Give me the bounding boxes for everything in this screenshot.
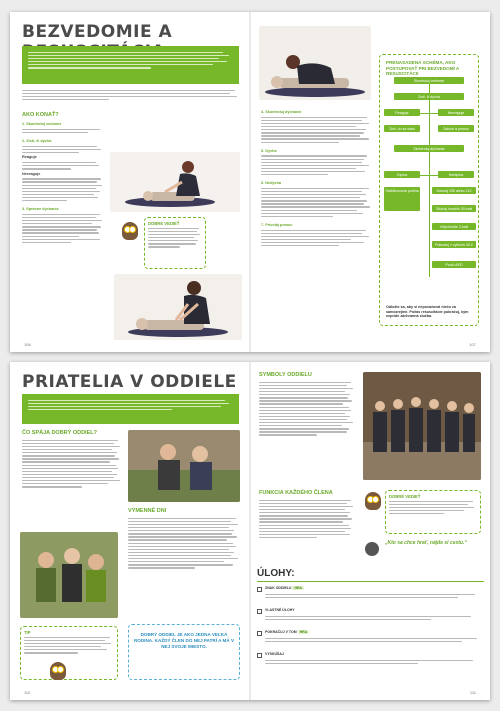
book-spread-resuscitation (10, 12, 490, 352)
task-item (257, 586, 484, 604)
task-checkbox[interactable] (257, 631, 262, 636)
owl-mascot-icon (122, 222, 138, 240)
task-item (257, 608, 484, 626)
flow-step: Použi AED (432, 261, 476, 268)
photo-breathing-check (259, 26, 371, 100)
flow-step: Nedýcha (438, 171, 474, 178)
flow-connector (429, 77, 430, 277)
sublabel-nereaguje: Nereaguje (22, 171, 41, 176)
steps-column-right (261, 110, 373, 248)
flow-step: Zavolaj 155 alebo 112 (432, 187, 476, 194)
photo-chest-compressions (114, 274, 242, 340)
page-title: PRIATELIA V ODDIELE (22, 372, 237, 392)
quote-text: „Kto sa chce hrať, nájde si cestu.“ (385, 540, 467, 546)
flow-step: Zisti, čo sa stalo (384, 125, 420, 132)
flow-step: Reaguje (384, 109, 420, 116)
tasks-heading: ÚLOHY: (257, 568, 295, 579)
task-tag: HRA (299, 630, 308, 634)
intro-box (22, 46, 239, 84)
tip-box (144, 217, 206, 269)
intro-box (22, 394, 239, 424)
step-heading: 7. Privolaj pomoc (261, 222, 293, 227)
owl-mascot-icon (50, 662, 66, 680)
flowchart-box (379, 54, 479, 326)
step-heading: 6. Nedýcha (261, 181, 282, 186)
flowchart-note: Odložte sa, aby si nepovažoval niečo za samozrejmé. Počas resuscitácie pokračuj, kým nepríde záchranná služba. (386, 305, 469, 319)
tip-box (385, 490, 481, 534)
tasks-divider (257, 581, 484, 582)
page-number: 107 (469, 342, 476, 347)
section-heading: AKO KONAŤ? (22, 112, 59, 118)
task-checkbox[interactable] (257, 653, 262, 658)
flow-step: Stabilizovaná poloha (384, 187, 420, 211)
task-label: VLASTNÉ ÚLOHY (265, 608, 295, 612)
photo-check-consciousness (110, 152, 240, 212)
author-avatar (365, 542, 379, 556)
tip-title: DOBRE VEDIEŤ (148, 221, 180, 226)
text-column (128, 516, 240, 570)
book-spread-friends (10, 362, 490, 700)
step-heading: 5. Dýcha (261, 148, 277, 153)
flowchart-title: PRENASADENÁ SCHÉMA, AKO POSTUPOVAŤ PRI BEZVEDOMÍ A RESUSCITÁCII (386, 60, 460, 77)
flow-step: Vdýchnutie 2-krát (432, 223, 476, 230)
page-title: BEZVEDOMIE A (22, 22, 173, 42)
task-checkbox[interactable] (257, 609, 262, 614)
task-tag: HRA (294, 586, 303, 590)
sublabel-reaguje: Reaguje (22, 155, 37, 160)
section-heading: ČO SPÁJA DOBRÝ ODDIEL? (22, 430, 97, 436)
text-column (259, 380, 355, 437)
flow-step: Stláčaj hrudník 30-krát (432, 205, 476, 212)
flow-step: Pokračuj v cykloch 30:2 (432, 241, 476, 248)
step-heading: 3. Správne dýchanie (22, 207, 59, 212)
flow-step: Dýcha (384, 171, 420, 178)
tip-box (20, 626, 118, 680)
quote-text: DOBRÝ ODDIEL JE AKO JEDNA VEĽKÁ RODINA. KAŽDÝ ČLEN DO NEJ PATRÍ A MÁ V NEJ SVOJE MIESTO. (133, 632, 235, 649)
task-label: ZNAK ODDIELU (265, 586, 292, 590)
section-heading: FUNKCIA KAŽDÉHO ČLENA (259, 490, 333, 496)
page-number: 110 (24, 690, 31, 695)
page-number: 106 (24, 342, 31, 347)
page-106 (10, 12, 249, 352)
tip-title: DOBRÉ VEDIEŤ (389, 494, 421, 499)
text-column (259, 498, 355, 540)
page-111 (251, 362, 490, 700)
section-heading: VÝMENNÉ DNI (128, 508, 167, 514)
flow-step: Skontroluj dýchanie (394, 145, 464, 152)
owl-mascot-icon (365, 492, 381, 510)
flow-step: Zisti, či dýcha (394, 93, 464, 100)
section-heading: SYMBOLY ODDIELU (259, 372, 312, 378)
page-number: 111 (469, 690, 476, 695)
tip-title: TIP (24, 630, 31, 635)
intro-paragraph (22, 88, 239, 102)
task-label: VYSKÚŠAJ (265, 652, 284, 656)
page-110 (10, 362, 249, 700)
task-checkbox[interactable] (257, 587, 262, 592)
step-heading: 2. Zisti, či dýcha (22, 138, 52, 143)
photo-scout-troop (363, 372, 481, 480)
step-heading: 1. Skontroluj vedomie (22, 122, 62, 126)
quote-box (128, 624, 240, 680)
task-item (257, 630, 484, 648)
steps-column (22, 122, 104, 245)
photo-group-kids (20, 532, 118, 618)
task-item (257, 652, 484, 670)
page-107 (251, 12, 490, 352)
text-column (22, 438, 122, 489)
flow-step: Skontroluj vedomie (394, 77, 464, 84)
task-label: POKRAČUJ V TOM (265, 630, 297, 634)
step-heading: 4. Skontroluj dýchanie (261, 110, 302, 114)
flow-step: Nereaguje (438, 109, 474, 116)
photo-kids-outdoor (128, 430, 240, 502)
flow-step: Zakloň a pomoc (438, 125, 474, 132)
